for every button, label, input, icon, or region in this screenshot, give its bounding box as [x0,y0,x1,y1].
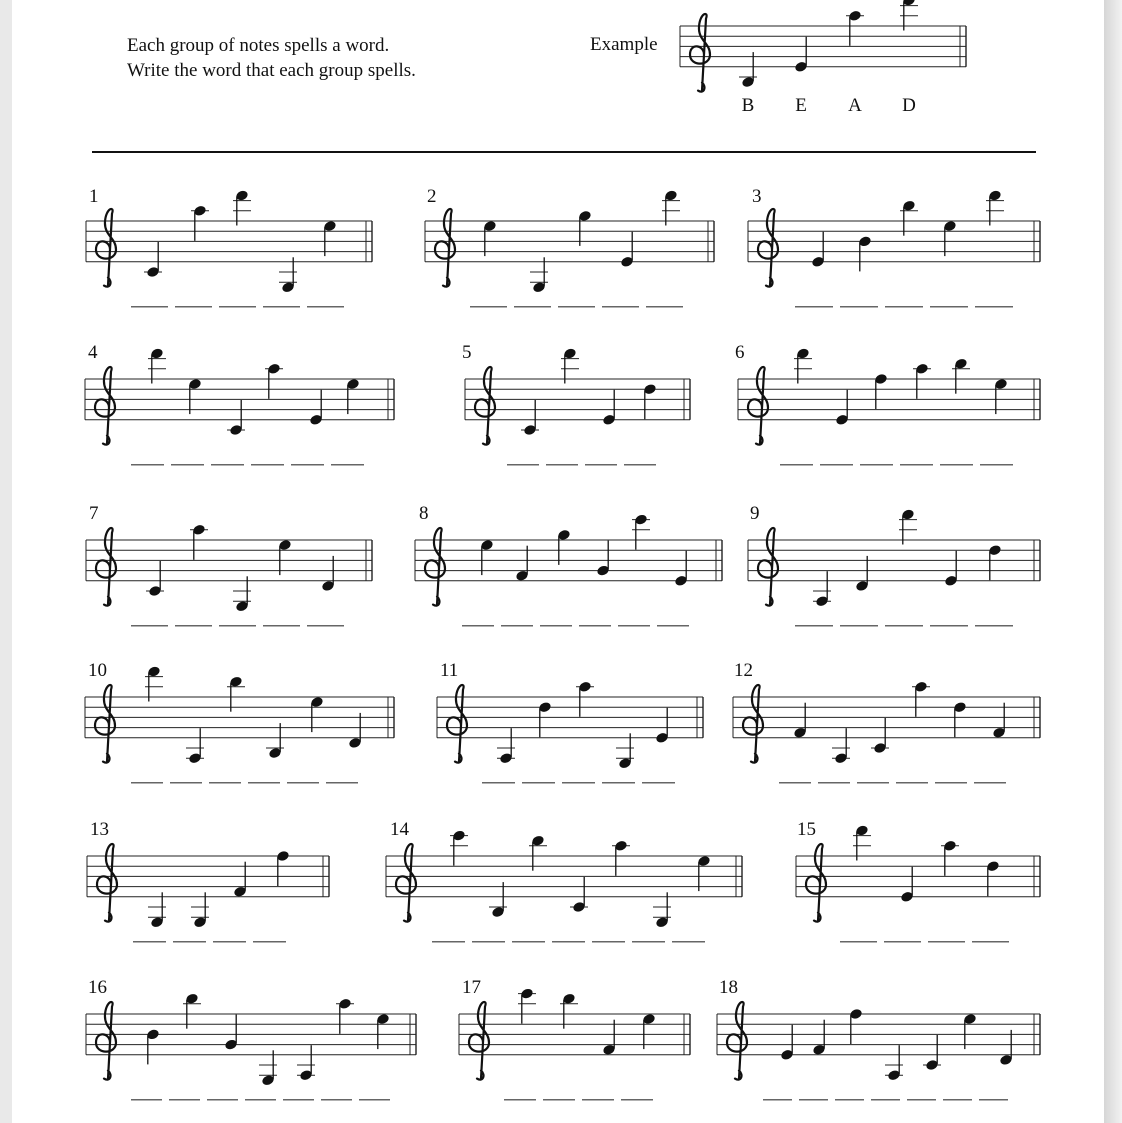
exercise-number: 8 [419,503,429,524]
instruction-line-1: Each group of notes spells a word. [127,35,390,56]
exercise-number: 11 [440,660,459,681]
exercise-number: 6 [735,342,745,363]
exercise-number: 7 [89,503,99,524]
example-letter: B [741,95,755,116]
exercise-number: 4 [88,342,98,363]
example-letter: D [902,95,916,116]
exercise-number: 10 [88,660,107,681]
exercise-number: 17 [462,977,481,998]
example-letter: E [795,95,807,116]
example-label: Example [590,34,658,55]
exercise-number: 18 [719,977,738,998]
exercise-number: 16 [88,977,107,998]
exercise-number: 15 [797,819,816,840]
example-letter: A [848,95,862,116]
exercise-number: 2 [427,186,437,207]
exercise-number: 14 [390,819,409,840]
exercise-number: 5 [462,342,472,363]
exercise-number: 9 [750,503,760,524]
instruction-line-2: Write the word that each group spells. [127,60,416,81]
exercise-number: 12 [734,660,753,681]
exercise-number: 3 [752,186,762,207]
exercise-number: 13 [90,819,109,840]
exercise-number: 1 [89,186,99,207]
